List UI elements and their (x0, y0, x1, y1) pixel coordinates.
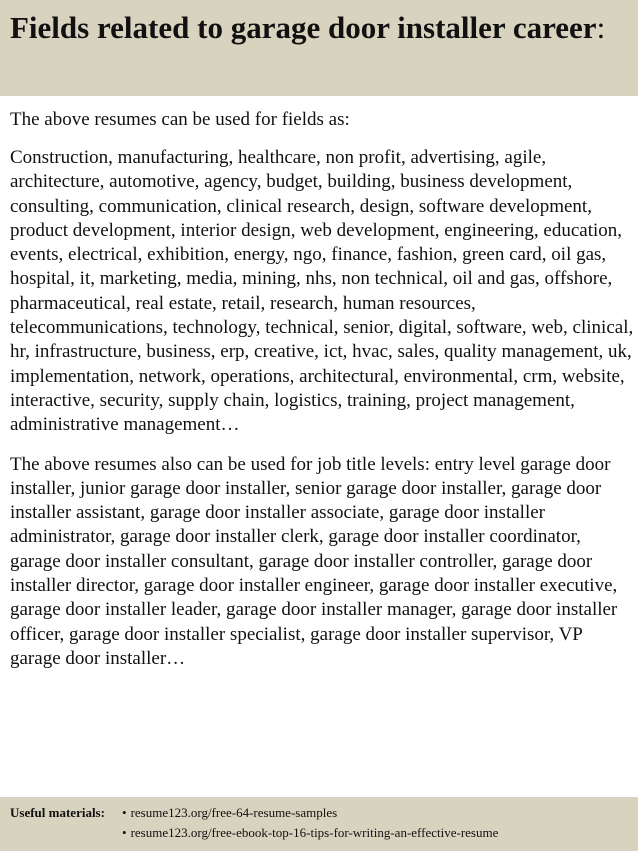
useful-materials-label-colon: : (100, 805, 105, 820)
bullet-icon: • (122, 805, 127, 820)
footer-link-resume-samples[interactable]: resume123.org/free-64-resume-samples (130, 805, 338, 820)
useful-materials-label (10, 803, 122, 823)
footer-row-second (10, 823, 628, 843)
intro-text: The above resumes can be used for fields as: (10, 109, 350, 130)
footer-bar (0, 797, 638, 851)
useful-materials-label-text: Useful materials (10, 805, 101, 820)
main-content (10, 108, 634, 671)
page-title-text: Fields related to garage door installer career (10, 10, 597, 45)
footer-link-ebook-tips[interactable]: resume123.org/free-ebook-top-16-tips-for-writing-an-effective-resume (130, 825, 499, 840)
footer-link-item (122, 803, 337, 823)
footer-link-item (122, 823, 498, 843)
job-levels-paragraph: The above resumes also can be used for job title levels: entry level garage door installer, junior garage door installer, senior garage door installer, garage door installer assistant, garage door installer associate, garage door installer administrator, garage door installer clerk, garage door installer coordinator, garage door installer consultant, garage door installer controller, garage door installer director, garage door installer engineer, garage door installer executive, garage door installer leader, garage door installer manager, garage door installer officer, garage door installer specialist, garage door installer supervisor, VP garage door installer… (10, 453, 618, 669)
footer-row-first (10, 803, 628, 823)
page-title (10, 8, 628, 48)
fields-paragraph: Construction, manufacturing, healthcare, non profit, advertising, agile, architecture, automotive, agency, budget, building, business development, consulting, communication, clinical research, design, software development, product development, interior design, web development, engineering, education, events, electrical, exhibition, energy, ngo, finance, fashion, green card, oil gas, hospital, it, marketing, media, mining, nhs, non technical, oil and gas, offshore, pharmaceutical, real estate, retail, research, human resources, telecommunications, technology, technical, senior, digital, software, web, clinical, hr, infrastructure, business, erp, creative, ict, hvac, sales, quality management, uk, implementation, network, operations, architectural, environmental, crm, website, interactive, security, supply chain, logistics, training, project management, administrative management… (10, 147, 634, 436)
title-bar (0, 0, 638, 96)
page-title-colon: : (596, 10, 606, 45)
bullet-icon: • (122, 825, 127, 840)
